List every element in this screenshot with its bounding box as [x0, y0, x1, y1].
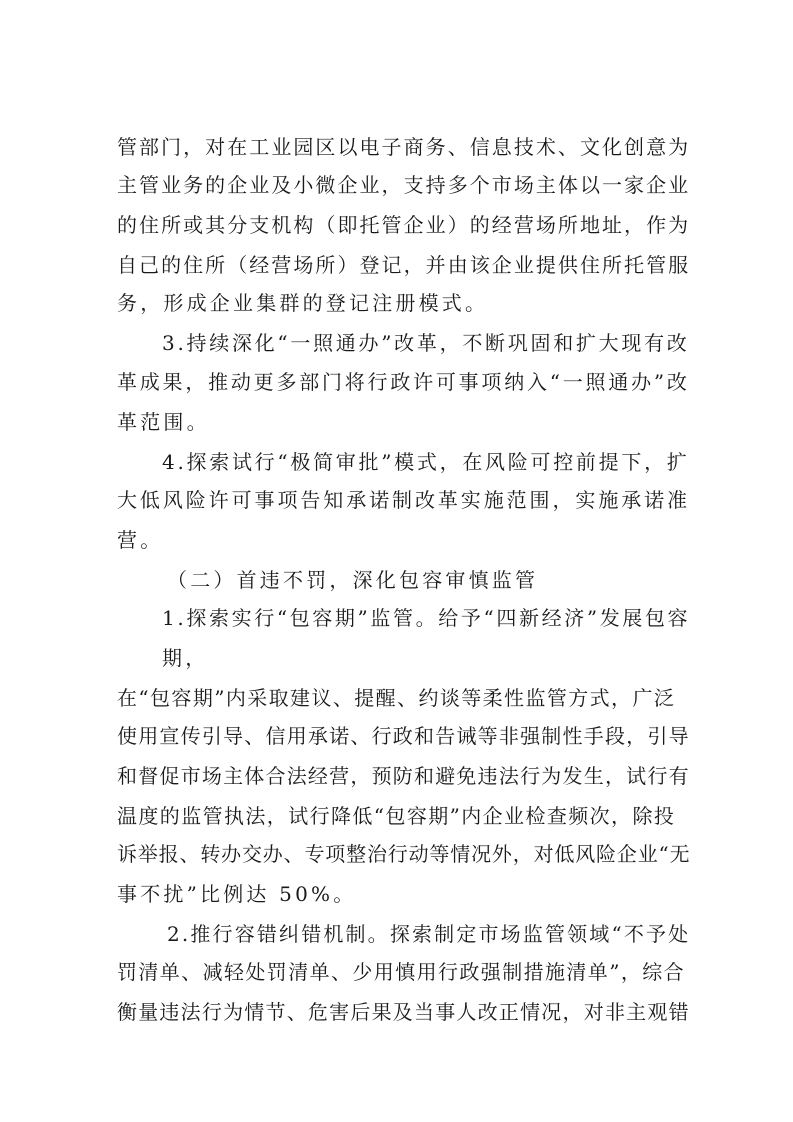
- text-line: 罚清单、减轻处罚清单、少用慎用行政强制措施清单”，综合: [117, 960, 686, 984]
- text-line: 期，: [162, 646, 209, 670]
- text-line: 诉举报、转办交办、专项整治行动等情况外，对低风险企业“无: [117, 842, 691, 866]
- text-line: 革范围。: [117, 410, 210, 434]
- text-line: 温度的监管执法，试行降低“包容期”内企业检查频次，除投: [117, 804, 676, 828]
- text-line: 革成果，推动更多部门将行政许可事项纳入“一照通办”改: [117, 370, 690, 394]
- text-line: 和督促市场主体合法经营，预防和避免违法行为发生，试行有: [117, 764, 690, 788]
- text-line: 2.推行容错纠错机制。探索制定市场监管领域“不予处: [167, 922, 691, 946]
- text-line: 务，形成企业集群的登记注册模式。: [117, 291, 489, 315]
- text-line: 3.持续深化“一照通办”改革，不断巩固和扩大现有改: [162, 331, 690, 355]
- text-line: 自己的住所（经营场所）登记，并由该企业提供住所托管服: [117, 253, 691, 277]
- text-line: 1.探索实行“包容期”监管。给予“四新经济”发展包容: [162, 606, 691, 630]
- text-line: 大低风险许可事项告知承诺制改革实施范围，实施承诺准: [117, 488, 690, 512]
- section-heading: （二）首违不罚，深化包容审慎监管: [167, 568, 539, 592]
- text-line: 衡量违法行为情节、危害后果及当事人改正情况，对非主观错: [117, 1000, 690, 1024]
- text-line: 主管业务的企业及小微企业，支持多个市场主体以一家企业: [117, 173, 691, 197]
- text-line: 营。: [117, 528, 164, 552]
- text-line: 使用宣传引导、信用承诺、行政和告诫等非强制性手段，引导: [117, 724, 690, 748]
- text-line: 管部门，对在工业园区以电子商务、信息技术、文化创意为: [117, 135, 691, 159]
- text-line: 4.探索试行“极简审批”模式，在风险可控前提下，扩: [162, 450, 690, 474]
- text-line: 事不扰”比例达 50%。: [117, 882, 357, 906]
- text-line: 的住所或其分支机构（即托管企业）的经营场所地址，作为: [117, 213, 691, 237]
- text-line: 在“包容期”内采取建议、提醒、约谈等柔性监管方式，广泛: [117, 686, 676, 710]
